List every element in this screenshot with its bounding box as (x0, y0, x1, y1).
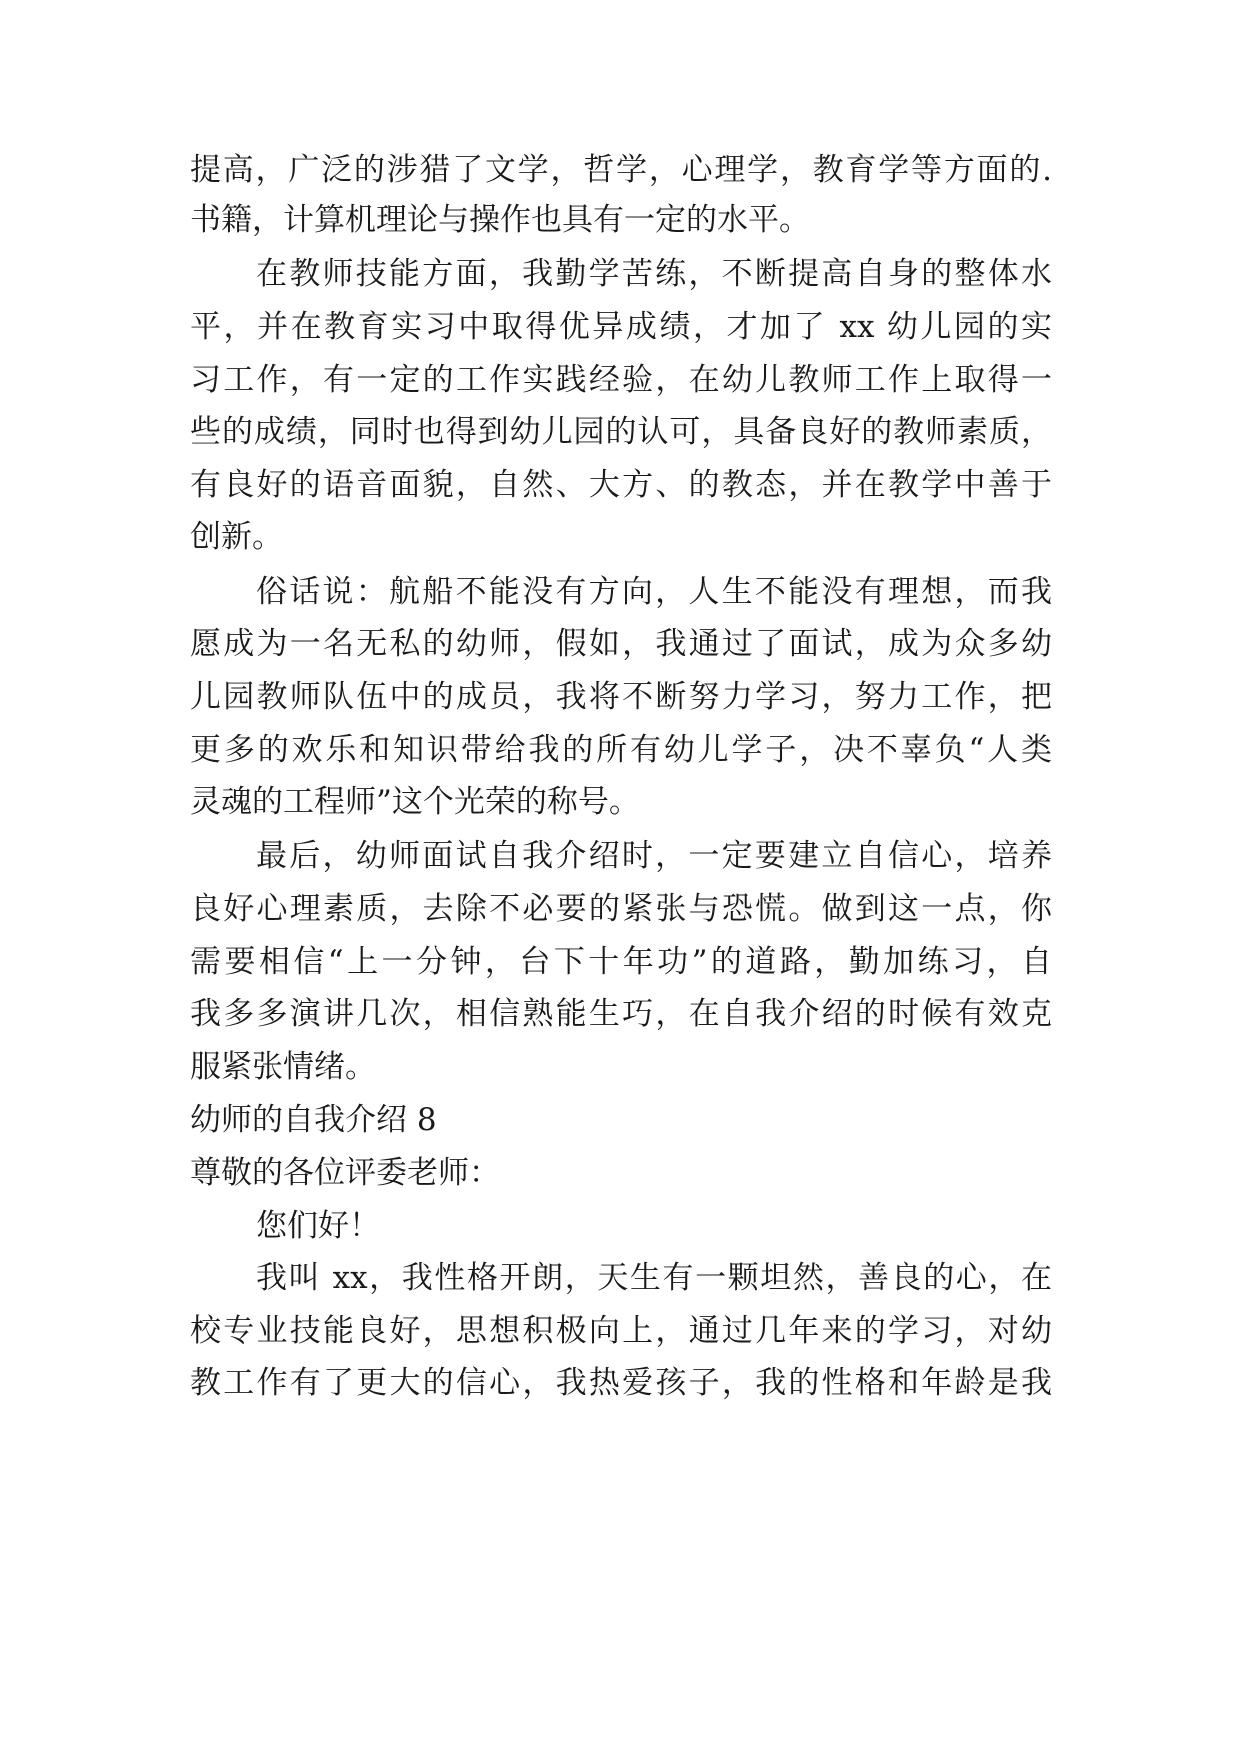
paragraph-line: 服紧张情绪。 (190, 1049, 376, 1085)
paragraph-line: 最后，幼师面试自我介绍时，一定要建立自信心，培养 (256, 838, 1052, 874)
paragraph-line: 平，并在教育实习中取得优异成绩，才加了 xx 幼儿园的实 (190, 309, 1052, 345)
paragraph-line: 书籍，计算机理论与操作也具有一定的水平。 (190, 202, 810, 238)
greeting: 您们好！ (256, 1208, 380, 1244)
paragraph-line: 良好心理素质，去除不必要的紧张与恐慌。做到这一点，你 (190, 891, 1052, 927)
paragraph-line: 更多的欢乐和知识带给我的所有幼儿学子，决不辜负“人类 (190, 732, 1052, 768)
paragraph-line: 儿园教师队伍中的成员，我将不断努力学习，努力工作，把 (190, 679, 1052, 715)
paragraph-line: 校专业技能良好，思想积极向上，通过几年来的学习，对幼 (190, 1313, 1052, 1349)
paragraph-line: 愿成为一名无私的幼师，假如，我通过了面试，成为众多幼 (190, 626, 1052, 662)
paragraph-line: 俗话说：航船不能没有方向，人生不能没有理想，而我 (256, 574, 1052, 610)
paragraph-line: 我多多演讲几次，相信熟能生巧，在自我介绍的时候有效克 (190, 996, 1052, 1032)
paragraph-line: 需要相信“上一分钟，台下十年功”的道路，勤加练习，自 (190, 944, 1052, 980)
section-title: 幼师的自我介绍 8 (190, 1102, 437, 1138)
paragraph-line: 习工作，有一定的工作实践经验，在幼儿教师工作上取得一 (190, 362, 1052, 398)
paragraph-line: 我叫 xx，我性格开朗，天生有一颗坦然，善良的心，在 (256, 1260, 1052, 1296)
salutation: 尊敬的各位评委老师： (190, 1155, 500, 1191)
paragraph-line: 有良好的语音面貌，自然、大方、的教态，并在教学中善于 (190, 467, 1052, 503)
paragraph-line: 教工作有了更大的信心，我热爱孩子，我的性格和年龄是我 (190, 1365, 1052, 1401)
paragraph-line: 在教师技能方面，我勤学苦练，不断提高自身的整体水 (256, 256, 1052, 292)
paragraph-line: 些的成绩，同时也得到幼儿园的认可，具备良好的教师素质， (190, 414, 1052, 450)
paragraph-line: 灵魂的工程师”这个光荣的称号。 (190, 784, 640, 820)
paragraph-line: 提高，广泛的涉猎了文学，哲学，心理学，教育学等方面的. (190, 152, 1052, 188)
paragraph-line: 创新。 (190, 519, 283, 555)
